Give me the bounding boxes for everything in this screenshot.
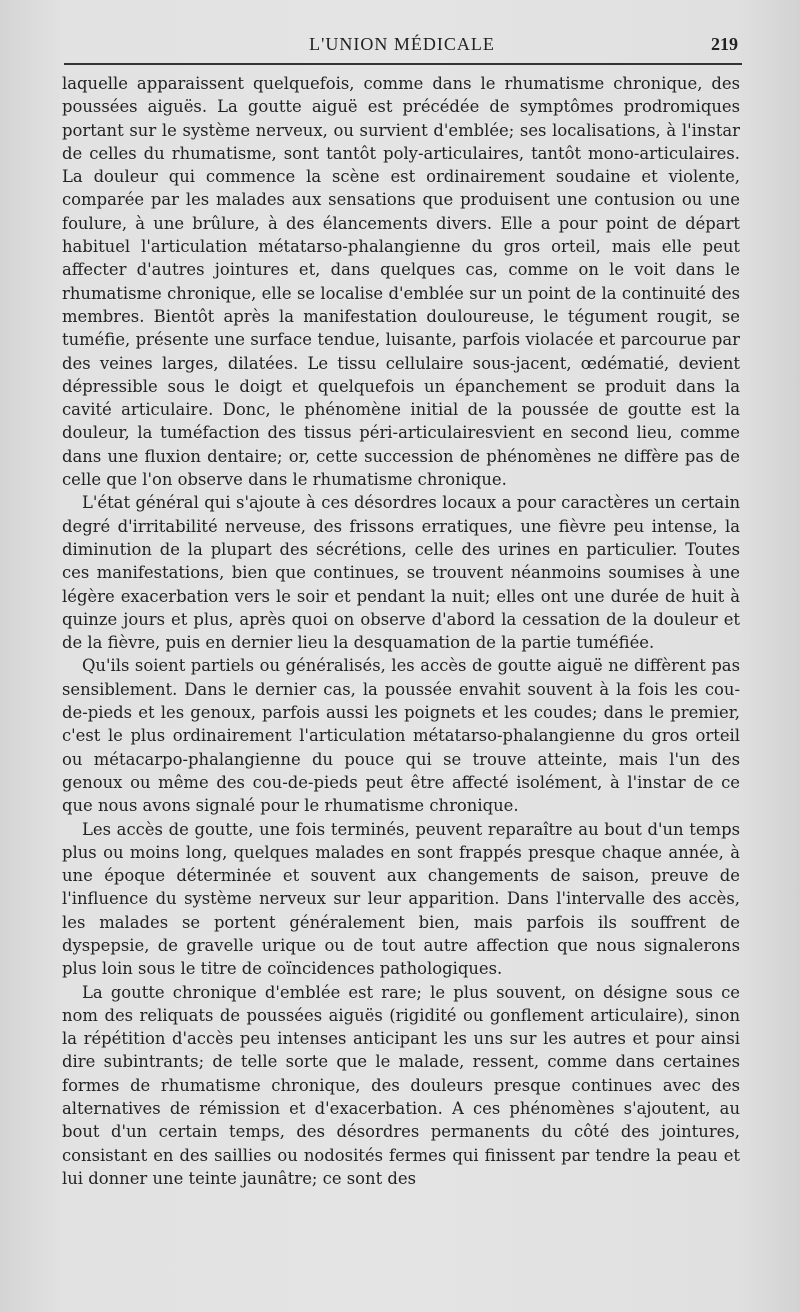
- page-number: 219: [711, 34, 738, 54]
- running-title: L'UNION MÉDICALE: [309, 34, 495, 54]
- body-text: [62, 72, 740, 1190]
- paragraph-1: laquelle apparaissent quelquefois, comme dans le rhumatisme chronique, des poussées aiguës. La goutte aiguë est précédée de symptômes prodromiques portant sur le système nerveux, ou survient d'emblée; ses localisations, à l'instar de celles du rhumatisme, sont tantôt poly-articulaires, tantôt mono-articulaires. La douleur qui commence la scène est ordinairement soudaine et violente, comparée par les malades aux sensations que produisent une contusion ou une foulure, à une brûlure, à des élancements divers. Elle a pour point de départ habituel l'articulation métatarso-phalangienne du gros orteil, mais elle peut affecter d'autres jointures et, dans quelques cas, comme on le voit dans le rhumatisme chronique, elle se localise d'emblée sur un point de la continuité des membres. Bientôt après la manifestation douloureuse, le tégument rougit, se tuméfie, présente une surface tendue, luisante, parfois violacée et parcourue par des veines larges, dilatées. Le tissu cellulaire sous-jacent, œdématié, devient dépressible sous le doigt et quelquefois un épanchement se produit dans la cavité articulaire. Donc, le phénomène initial de la poussée de goutte est la douleur, la tuméfaction des tissus péri-articulairesvient en second lieu, comme dans une fluxion dentaire; or, cette succession de phénomènes ne diffère pas de celle que l'on observe dans le rhumatisme chronique.: [62, 74, 740, 490]
- paragraph-2: L'état général qui s'ajoute à ces désordres locaux a pour caractères un certain degré d'irritabilité nerveuse, des frissons erratiques, une fièvre peu intense, la diminution de la plupart des sécrétions, celle des urines en particulier. Toutes ces manifestations, bien que continues, se trouvent néanmoins soumises à une légère exacerbation vers le soir et pendant la nuit; elles ont une durée de huit à quinze jours et plus, après quoi on observe d'abord la cessation de la douleur et de la fièvre, puis en dernier lieu la desquamation de la partie tuméfiée.: [62, 493, 740, 653]
- paragraph-4: Les accès de goutte, une fois terminés, peuvent reparaître au bout d'un temps plus ou moins long, quelques malades en sont frappés presque chaque année, à une époque déterminée et souvent aux changements de saison, preuve de l'influence du système nerveux sur leur apparition. Dans l'intervalle des accès, les malades se portent généralement bien, mais parfois ils souffrent de dyspepsie, de gravelle urique ou de tout autre affection que nous signalerons plus loin sous le titre de coïncidences pathologiques.: [62, 819, 740, 979]
- paragraph-5: La goutte chronique d'emblée est rare; le plus souvent, on désigne sous ce nom des reliquats de poussées aiguës (rigidité ou gonflement articulaire), sinon la répétition d'accès peu intenses anticipant les uns sur les autres et pour ainsi dire subintrants; de telle sorte que le malade, ressent, comme dans certaines formes de rhumatisme chronique, des douleurs presque continues avec des alternatives de rémission et d'exacerbation. A ces phénomènes s'ajoutent, au bout d'un certain temps, des désordres permanents du côté des jointures, consistant en des saillies ou nodosités fermes qui finissent par tendre la peau et lui donner une teinte jaunâtre; ce sont des: [62, 982, 740, 1188]
- page-header: [62, 34, 742, 56]
- paragraph-3: Qu'ils soient partiels ou généralisés, les accès de goutte aiguë ne diffèrent pas sensiblement. Dans le dernier cas, la poussée envahit souvent à la fois les cou-de-pieds et les genoux, parfois aussi les poignets et les coudes; dans le premier, c'est le plus ordinairement l'articulation métatarso-phalangienne du gros orteil ou métacarpo-phalangienne du pouce qui se trouve atteinte, mais l'un des genoux ou même des cou-de-pieds peut être affecté isolément, à l'instar de ce que nous avons signalé pour le rhumatisme chronique.: [62, 656, 740, 816]
- header-rule: [64, 63, 742, 65]
